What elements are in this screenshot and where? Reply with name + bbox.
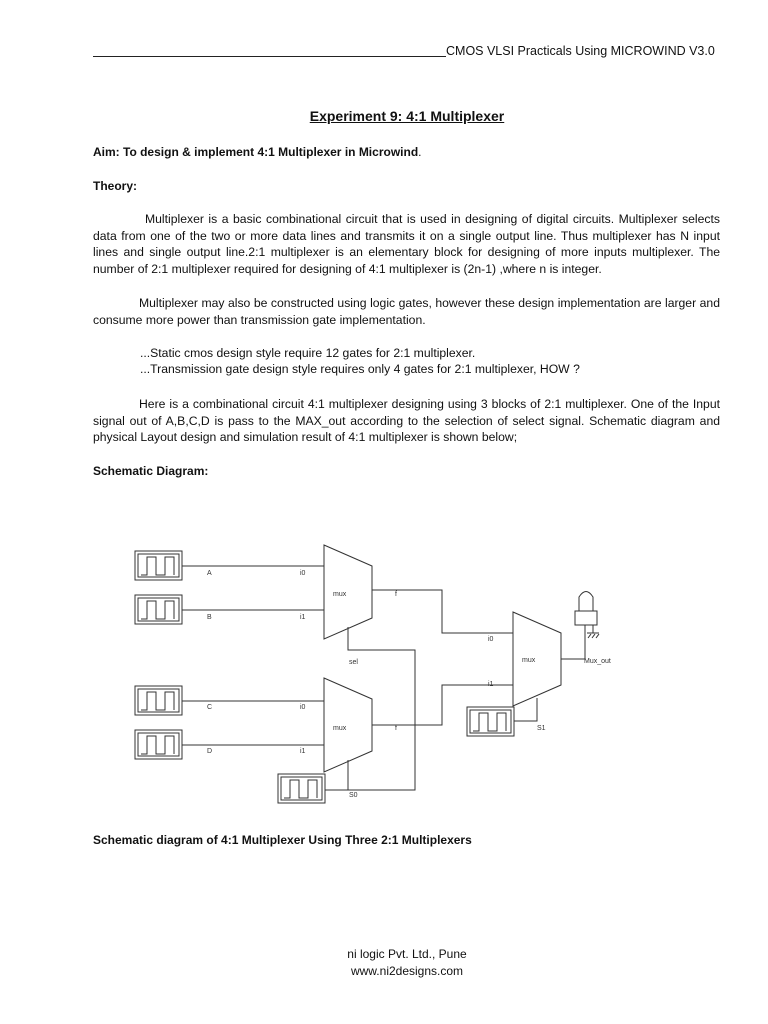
mux1-i1-label: i1	[300, 614, 306, 621]
theory-heading: Theory:	[93, 179, 138, 193]
mux2-i0-label: i0	[300, 704, 306, 711]
clock-source-b-icon	[135, 595, 182, 624]
mux3-label: mux	[522, 657, 536, 664]
aim-label: Aim	[93, 145, 116, 159]
mux-3-block	[513, 612, 561, 706]
s0-label: S0	[349, 792, 358, 799]
sel-label: sel	[349, 659, 358, 666]
mux2-f-label: f	[395, 725, 397, 732]
label-c: C	[207, 704, 213, 711]
schematic-heading: Schematic Diagram:	[93, 464, 209, 478]
bullet-transmission-gate: ...Transmission gate design style requires only 4 gates for 2:1 multiplexer, HOW ?	[140, 362, 580, 376]
theory-paragraph-1: Multiplexer is a basic combinational circuit that is used in designing of digital circuits. Multiplexer selects data from one of the two or more data lines and transmits it on a single output line. Thus multiplexer has N input lines and single output line.2:1 multiplexer is an elementary block for designing of more inputs multiplexer. The number of 2:1 multiplexer required for designing of 4:1 multiplexer is (2n-1) ,where n is integer.	[93, 212, 720, 276]
clock-source-d-icon	[135, 730, 182, 759]
mux1-label: mux	[333, 591, 347, 598]
clock-source-c-icon	[135, 686, 182, 715]
bullet-static-cmos: ...Static cmos design style require 12 gates for 2:1 multiplexer.	[140, 346, 476, 360]
theory-paragraph-2: Multiplexer may also be constructed using logic gates, however these design implementation are larger and consume more power than transmission gate implementation.	[93, 296, 720, 327]
label-a: A	[207, 570, 212, 577]
clock-source-s1-icon	[467, 707, 514, 736]
experiment-title: Experiment 9: 4:1 Multiplexer	[309, 108, 505, 124]
mux-2-block	[324, 678, 372, 772]
aim-text: : To design & implement 4:1 Multiplexer in Microwind	[115, 145, 419, 159]
mux-1-block	[324, 545, 372, 639]
mux3-i1-label: i1	[488, 681, 494, 688]
mux2-i1-label: i1	[300, 748, 306, 755]
footer-company: ni logic Pvt. Ltd., Pune	[347, 947, 467, 961]
clock-source-a-icon	[135, 551, 182, 580]
aim-end: .	[418, 145, 422, 159]
schematic-caption: Schematic diagram of 4:1 Multiplexer Using Three 2:1 Multiplexers	[93, 833, 472, 847]
footer-website: www.ni2designs.com	[350, 964, 464, 978]
mux1-f-label: f	[395, 591, 397, 598]
mux3-i0-label: i0	[488, 636, 494, 643]
label-b: B	[207, 614, 212, 621]
label-d: D	[207, 748, 213, 755]
mux-out-label: Mux_out	[584, 658, 611, 665]
clock-source-s0-icon	[278, 774, 325, 803]
theory-paragraph-3: Here is a combinational circuit 4:1 multiplexer designing using 3 blocks of 2:1 multiplexer. One of the Input signal out of A,B,C,D is pass to the MAX_out according to the selection of select signal. Schematic diagram and physical Layout design and simulation result of 4:1 multiplexer is shown below;	[93, 397, 720, 444]
header-title: CMOS VLSI Practicals Using MICROWIND V3.0	[446, 44, 715, 58]
s1-label: S1	[537, 725, 546, 732]
led-output-icon	[575, 592, 599, 639]
mux2-label: mux	[333, 725, 347, 732]
mux1-i0-label: i0	[300, 570, 306, 577]
